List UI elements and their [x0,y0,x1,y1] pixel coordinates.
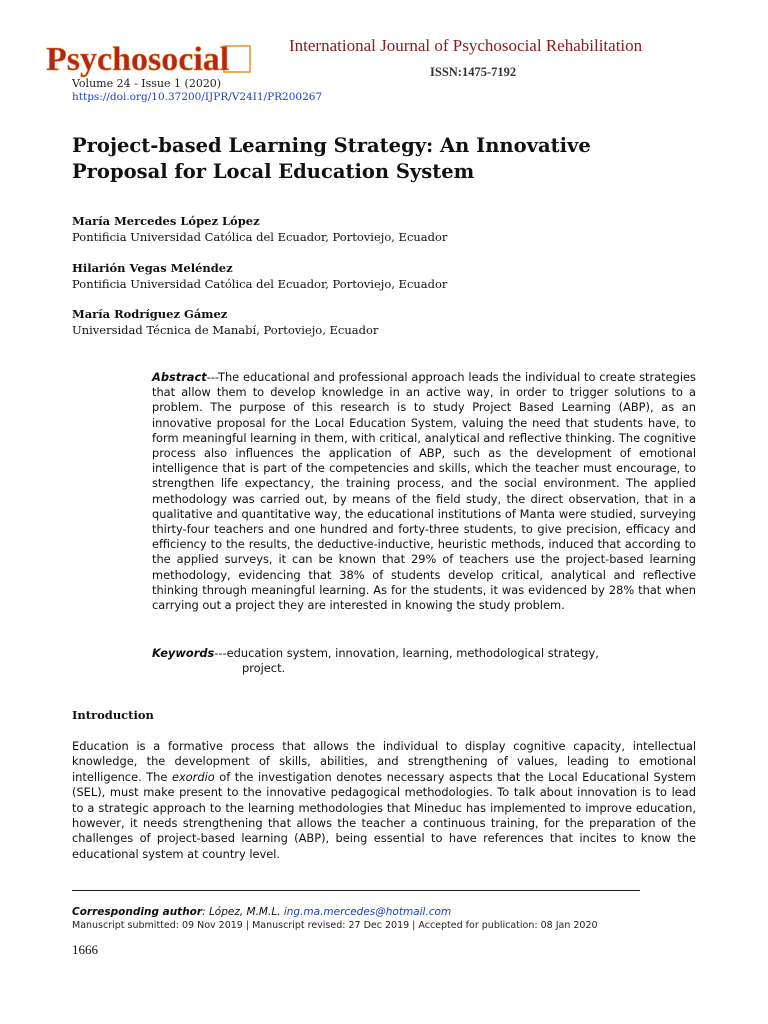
author-affiliation: Pontificia Universidad Católica del Ecuador, Portoviejo, Ecuador [72,230,448,244]
section-heading-introduction: Introduction [72,708,154,722]
issn: ISSN:1475-7192 [430,65,517,79]
doi-link[interactable]: https://doi.org/10.37200/IJPR/V24I1/PR200267 [72,91,323,103]
author-affiliation: Universidad Técnica de Manabí, Portoviejo, Ecuador [72,323,379,337]
abstract [152,370,696,613]
email-link[interactable]: ing.ma.mercedes@hotmail.com [283,906,452,918]
keywords [152,646,696,676]
keywords-label: Keywords [152,646,215,660]
introduction-paragraph [72,739,696,862]
intro-text-before: Education is a formative process that allows the individual to display cognitive capacity, intellectual knowledge, the development of skills, abilities, and strengthening of values, leading to emotional intelligence. The [72,739,696,784]
abstract-separator: --- [206,370,218,384]
author-block [72,214,692,245]
logo-text: Psychosocial [46,41,230,78]
paper-title: Project-based Learning Strategy: An Innovative Proposal for Local Education System [72,134,591,183]
page-number: 1666 [72,942,98,957]
manuscript-dates: Manuscript submitted: 09 Nov 2019 | Manuscript revised: 27 Dec 2019 | Accepted for publication: 08 Jan 2020 [72,920,598,931]
abstract-label: Abstract [152,370,207,384]
abstract-text: The educational and professional approach leads the individual to create strategies that allow them to develop knowledge in an active way, in order to trigger solutions to a problem. The purpose of this research is to study Project Based Learning (ABP), as an innovative proposal for the Local Education System, valuing the need that students have, to form meaningful learning in them, with critical, analytical and reflective thinking. The cognitive process also influences the application of ABP, such as the development of emotional intelligence that is part of the competencies and skills, which the teacher must encourage, to strengthen life expectancy, the training process, and the social environment. The applied methodology was carried out, by means of the field study, the direct observation, that in a qualitative and quantitative way, the educational institutions of Manta were studied, surveying thirty-four teachers and one hundred and forty-three students, to give precision, efficacy and efficiency to the results, the deductive-inductive, heuristic methods, induced that according to the applied surveys, it can be known that 29% of teachers use the project-based learning methodology, evidencing that 38% of students develop critical, analytical and reflective thinking through meaningful learning. As for the students, it was evidenced by 28% that when carrying out a project they are interested in knowing the study problem. [152,370,696,613]
intro-italic-term: exordio [171,769,215,784]
journal-logo [44,38,254,80]
keywords-text: education system, innovation, learning, methodological strategy, [226,646,599,660]
keywords-separator: --- [214,646,227,660]
journal-title: International Journal of Psychosocial Rehabilitation [289,36,643,55]
author-name: Hilarión Vegas Meléndez [72,261,233,275]
author-name: María Mercedes López López [72,214,260,228]
keywords-text-continued: project. [242,661,286,676]
author-block [72,261,692,292]
author-affiliation: Pontificia Universidad Católica del Ecuador, Portoviejo, Ecuador [72,277,448,291]
author-block [72,307,692,338]
author-name: María Rodríguez Gámez [72,307,228,321]
corresponding-name: : López, M.M.L. [202,906,284,918]
corresponding-author [72,906,451,918]
footnote-divider [72,890,640,891]
volume-issue: Volume 24 - Issue 1 (2020) [72,77,222,90]
intro-text-after: of the investigation denotes necessary aspects that the Local Educational System (SEL), must make present to the innovative pedagogical methodologies. To talk about innovation is to lead to a strategic approach to the learning methodologies that Mineduc has implemented to improve education, however, it needs strengthening that allows the teacher a continuous training, for the preparation of the challenges of project-based learning (ABP), being essential to have references that incites to know the educational system at country level. [72,769,696,861]
corresponding-label: Corresponding author [72,906,203,918]
